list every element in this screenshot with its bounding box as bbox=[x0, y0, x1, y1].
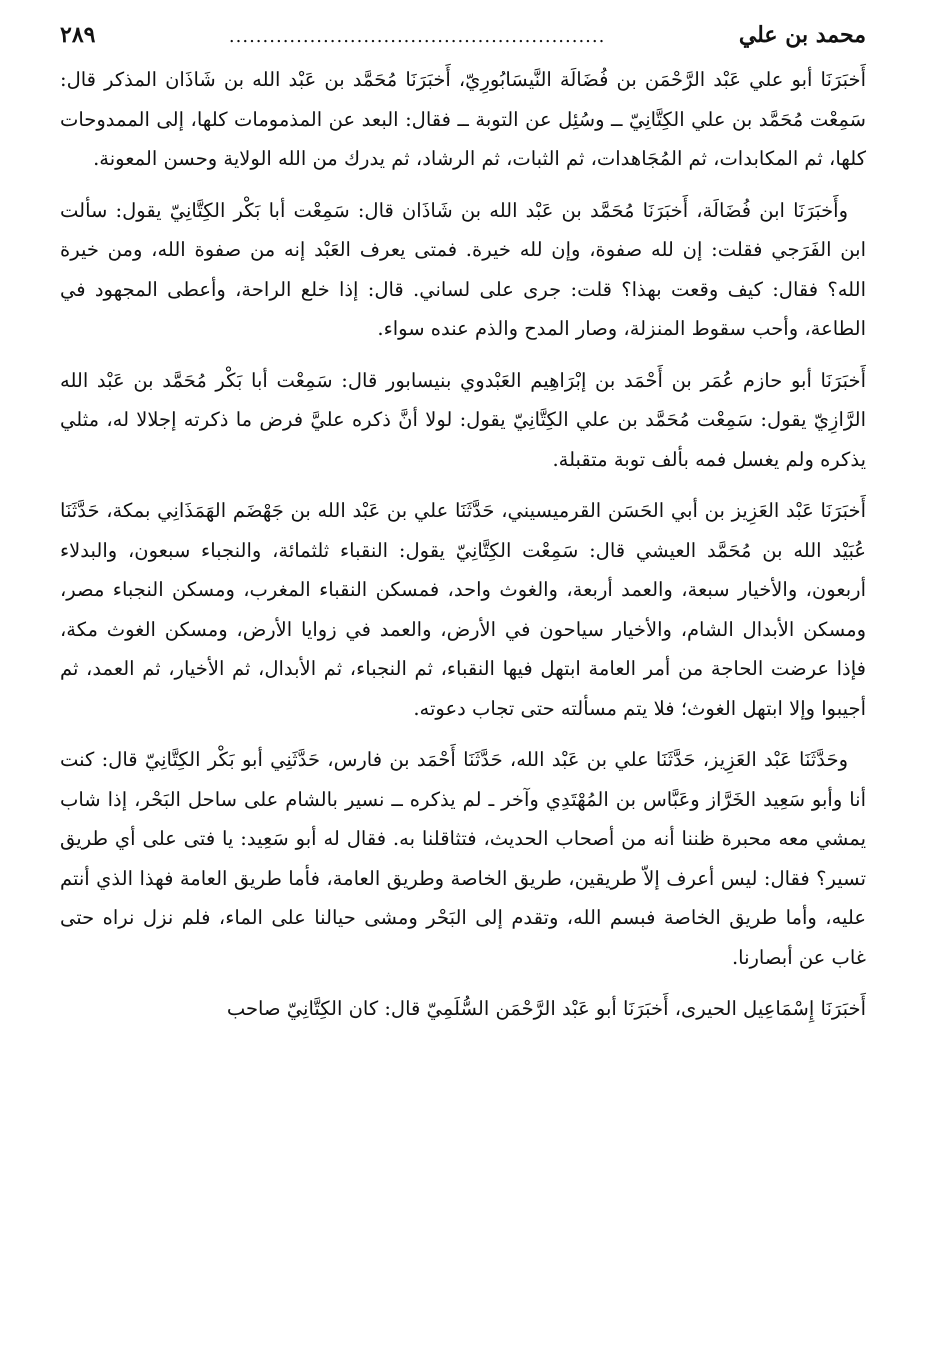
paragraph-4: أَخبَرَنَا عَبْد العَزِيز بن أبي الحَسَن القرميسيني، حَدَّثَنَا علي بن عَبْد الله بن جَهْضَم الهَمَذَانِي بمكة، حَدَّثَنَا عُبَيْد الله بن مُحَمَّد العيشي قال: سَمِعْت الكِتَّانِيّ يقول: النقباء ثلثمائة، والنجباء سبعون، والبدلاء أربعون، والأخيار سبعة، والعمد أربعة، والغوث واحد، فمسكن النقباء المغرب، ومسكن النجباء مصر، ومسكن الأبدال الشام، والأخيار سياحون في الأرض، والعمد في زوايا الأرض، ومسكن الغوث مكة، فإذا عرضت الحاجة من أمر العامة ابتهل فيها النقباء، ثم النجباء، ثم الأبدال، ثم الأخيار، ثم العمد، ثم أجيبوا وإلا ابتهل الغوث؛ فلا يتم مسألته حتى تجاب دعوته. bbox=[60, 499, 866, 720]
header-dot-leader: ........................................................ bbox=[228, 26, 606, 47]
paragraph-2: وأَخبَرَنَا ابن فُضَالَة، أَخبَرَنَا مُحَمَّد بن عَبْد الله بن شَاذَان قال: سَمِعْت أبا بَكْر الكِتَّانِيّ يقول: سألت ابن الفَرَجي فقلت: إن لله صفوة، وإن لله خيرة. فمتى يعرف العَبْد إنه من صفوة الله، ومن خيرة الله؟ فقال: كيف وقعت بهذا؟ قلت: جرى على لساني. قال: إذا خلع الراحة، وأعطى المجهود في الطاعة، وأحب سقوط المنزلة، وصار المدح والذم عنده سواء. bbox=[60, 198, 866, 340]
page-number: ٢٨٩ bbox=[60, 22, 96, 48]
header-title: محمد بن علي bbox=[738, 22, 866, 48]
paragraph-1: أَخبَرَنَا أبو علي عَبْد الرَّحْمَن بن فُضَالَة النَّيسَابُورِيّ، أَخبَرَنَا مُحَمَّد بن عَبْد الله بن شَاذَان المذكر قال: سَمِعْت مُحَمَّد بن علي الكِتَّانِيّ ــ وسُئِل عن التوبة ــ فقال: البعد عن المذمومات كلها، إلى الممدوحات كلها، ثم المكابدات، ثم المُجَاهدات، ثم الثبات، ثم الرشاد، ثم يدرك من الله الولاية وحسن المعونة. bbox=[60, 68, 866, 170]
book-page bbox=[60, 22, 866, 1342]
paragraph-5: وحَدَّثَنَا عَبْد العَزِيز، حَدَّثَنَا علي بن عَبْد الله، حَدَّثَنَا أَحْمَد بن فارس، حَدَّثَنِي أبو بَكْر الكِتَّانِيّ قال: كنت أنا وأبو سَعِيد الخَرَّاز وعَبَّاس بن المُهْتَدِي وآخر ـ لم يذكره ــ نسير بالشام على ساحل البَحْر، إذا شاب يمشي معه محبرة ظننا أنه من أصحاب الحديث، فتثاقلنا به. فقال له أبو سَعِيد: يا فتى على أي طريق تسير؟ فقال: ليس أعرف إلاّ طريقين، طريق الخاصة وطريق العامة، فأما طريق العامة فهذا الذي أنتم عليه، وأما طريق الخاصة فبسم الله، وتقدم إلى البَحْر ومشى حيالنا على الماء، فلم نزل نراه حتى غاب عن أبصارنا. bbox=[60, 748, 866, 969]
running-header bbox=[60, 22, 866, 60]
paragraph-3: أَخبَرَنَا أبو حازم عُمَر بن أَحْمَد بن إبْرَاهِيم العَبْدوي بنيسابور قال: سَمِعْت أبا بَكْر مُحَمَّد بن عَبْد الله الرَّازِيّ يقول: سَمِعْت مُحَمَّد بن علي الكِتَّانِيّ يقول: لولا أنَّ ذكره عليَّ فرض ما ذكرته إجلالا له، مثلي يذكره ولم يغسل فمه بألف توبة متقبلة. bbox=[60, 368, 866, 471]
paragraph-6: أَخبَرَنَا إِسْمَاعِيل الحيرى، أَخبَرَنَا أبو عَبْد الرَّحْمَن السُّلَمِيّ قال: كان الكِتَّانِيّ صاحب bbox=[226, 997, 866, 1020]
